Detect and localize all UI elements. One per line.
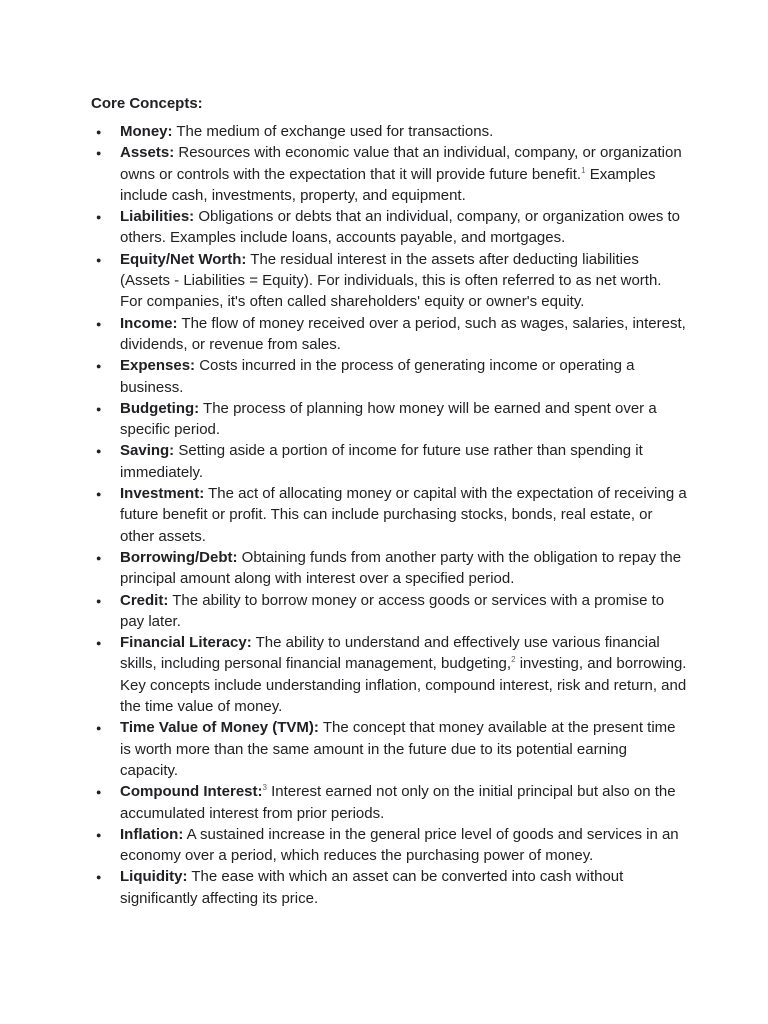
bullet-icon: ● (96, 489, 102, 500)
footnote-marker: 2 (511, 655, 516, 665)
concept-definition: Setting aside a portion of income for future use rather than spending it immediately. (120, 442, 643, 481)
concept-definition: The medium of exchange used for transactions. (172, 123, 494, 140)
bullet-icon: ● (96, 403, 102, 414)
bullet-icon: ● (96, 212, 102, 223)
concept-term: Money: (120, 123, 173, 140)
concept-term: Credit: (120, 591, 169, 609)
list-item (91, 632, 688, 717)
concept-term: Income: (120, 314, 178, 332)
list-item (91, 355, 688, 398)
concept-definition: The process of planning how money will be earned and spent over a specific period. (120, 399, 657, 439)
concept-term: Compound Interest: (120, 783, 263, 801)
concept-term: Investment: (120, 485, 205, 503)
list-item (91, 824, 688, 867)
bullet-icon: ● (96, 872, 102, 883)
bullet-icon: ● (96, 829, 102, 840)
bullet-icon: ● (96, 723, 102, 734)
footnote-marker: 1 (581, 165, 586, 175)
list-item (91, 313, 688, 356)
bullet-icon: ● (96, 787, 102, 798)
concept-definition: The ability to borrow money or access goods or services with a promise to pay later. (120, 591, 665, 630)
concept-definition: The ability to understand and effectively use various financial skills, including personal financial management, budgeting, (120, 634, 660, 673)
list-item (91, 547, 688, 590)
list-item (91, 206, 688, 249)
concept-term: Equity/Net Worth: (120, 250, 247, 268)
concept-term: Assets: (120, 144, 175, 162)
concept-definition: Obtaining funds from another party with the obligation to repay the principal amount along with interest over a specified period. (120, 548, 682, 588)
list-item (91, 717, 688, 781)
concept-term: Expenses: (120, 357, 196, 375)
list-item (91, 398, 688, 441)
list-item (91, 249, 688, 313)
list-item (91, 142, 688, 206)
list-item (91, 121, 688, 142)
concept-definition: The residual interest in the assets after deducting liabilities (Assets - Liabilities = Equity). For individuals, this is often referred to as net worth. For companies, it's often called shareholders' equity or owner's equity. (120, 250, 662, 311)
bullet-icon: ● (96, 552, 102, 563)
bullet-icon: ● (96, 254, 102, 265)
concept-term: Time Value of Money (TVM): (120, 719, 319, 737)
concept-list (91, 121, 688, 909)
list-item (91, 781, 688, 824)
concept-definition: Resources with economic value that an individual, company, or organization owns or controls with the expectation that it will provide future benefit. (120, 144, 682, 183)
concept-term: Saving: (120, 442, 175, 460)
list-item (91, 483, 688, 547)
bullet-icon: ● (96, 595, 102, 606)
concept-definition: The act of allocating money or capital with the expectation of receiving a future benefit or profit. This can include purchasing stocks, bonds, real estate, or other assets. (120, 485, 687, 545)
list-item (91, 866, 688, 909)
concept-definition: The flow of money received over a period, such as wages, salaries, interest, dividends, or revenue from sales. (120, 314, 686, 353)
concept-definition: Obligations or debts that an individual, company, or organization owes to others. Examples include loans, accounts payable, and mortgages. (120, 208, 681, 247)
concept-definition: Examples include cash, investments, property, and equipment. (120, 165, 656, 204)
bullet-icon: ● (96, 361, 102, 372)
concept-definition: Interest earned not only on the initial principal but also on the accumulated interest from prior periods. (120, 783, 676, 822)
bullet-icon: ● (96, 127, 102, 137)
bullet-icon: ● (96, 446, 102, 457)
concept-term: Liabilities: (120, 208, 195, 226)
section-heading: Core Concepts: (91, 95, 203, 112)
concept-term: Financial Literacy: (120, 634, 252, 652)
list-item (91, 590, 688, 633)
concept-definition: A sustained increase in the general price level of goods and services in an economy over a period, which reduces the purchasing power of money. (120, 825, 679, 865)
concept-definition: The ease with which an asset can be converted into cash without significantly affecting its price. (120, 868, 624, 907)
concept-definition: investing, and borrowing. Key concepts include understanding inflation, compound interest, risk and return, and the time value of money. (120, 655, 687, 716)
bullet-icon: ● (96, 148, 102, 159)
concept-term: Borrowing/Debt: (120, 548, 238, 566)
list-item (91, 440, 688, 483)
concept-definition: Costs incurred in the process of generating income or operating a business. (120, 357, 635, 396)
concept-term: Liquidity: (120, 868, 188, 886)
footnote-marker: 3 (262, 783, 267, 793)
concept-term: Inflation: (120, 825, 184, 843)
concept-term: Budgeting: (120, 399, 200, 417)
bullet-icon: ● (96, 638, 102, 649)
bullet-icon: ● (96, 318, 102, 329)
concept-definition: The concept that money available at the present time is worth more than the same amount in the future due to its potential earning capacity. (120, 719, 676, 779)
